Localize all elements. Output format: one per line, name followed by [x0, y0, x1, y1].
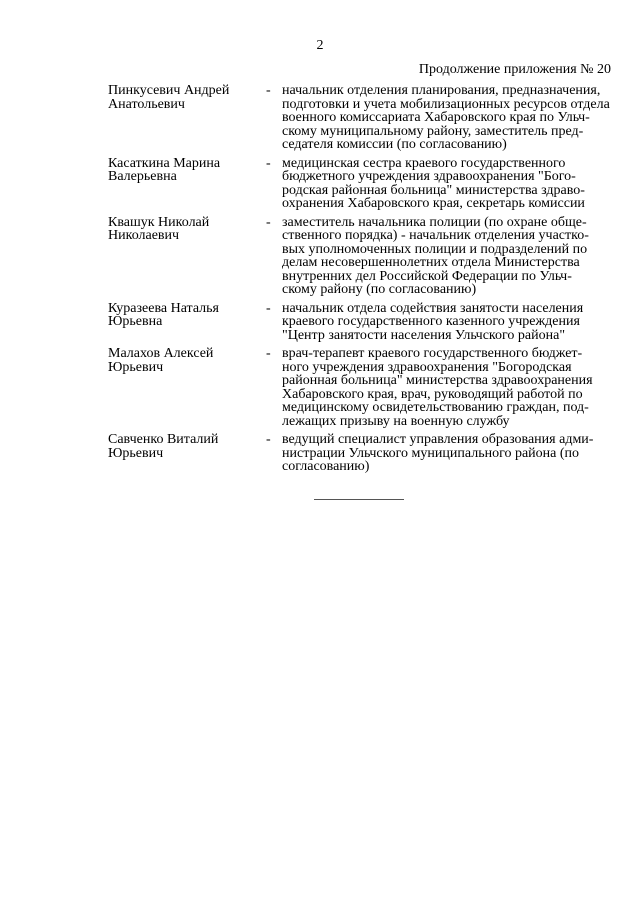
member-role: врач-терапевт краевого государственного бюджет- ного учреждения здравоохранения "Богородская районная больница" министерства здравоохранения Хабаровского края, врач, руководящий работой по медицинскому освидетельствованию граждан, под- лежащих призыву на военную службу — [282, 346, 593, 429]
member-name: Савченко Виталий Юрьевич — [108, 432, 219, 461]
member-dash: - — [266, 83, 271, 98]
member-name: Касаткина Марина Валерьевна — [108, 155, 221, 184]
member-dash: - — [266, 346, 271, 361]
member-entry — [108, 302, 616, 343]
member-dash: - — [266, 214, 271, 230]
member-entry — [108, 84, 616, 152]
member-entry — [108, 433, 616, 474]
member-name: Пинкусевич Андрей Анатольевич — [108, 83, 230, 112]
end-of-list-separator — [314, 499, 404, 500]
member-role: начальник отдела содействия занятости населения краевого государственного казенного учреждения "Центр занятости населения Ульчского района" — [282, 300, 584, 343]
member-role: заместитель начальника полиции (по охране обще- ственного порядка) - начальник отделения участко- вых уполномоченных полиции и подразделений по делам несовершеннолетних отдела Министерства внутренних дел Российской Федерации по Ульч- скому району (по согласованию) — [282, 214, 589, 297]
member-entry — [108, 347, 616, 428]
member-role: начальник отделения планирования, предназначения, подготовки и учета мобилизационных ресурсов отдела военного комиссариата Хабаровского края по Ульч- скому муниципальному району, заместитель пред- седателя комиссии (по согласованию) — [282, 83, 610, 152]
member-role: ведущий специалист управления образования адми- нистрации Ульчского муниципального района (по согласованию) — [282, 432, 594, 474]
member-entry — [108, 157, 616, 211]
member-dash: - — [266, 300, 271, 316]
member-name: Куразеева Наталья Юрьевна — [108, 300, 219, 329]
member-dash: - — [266, 432, 271, 447]
appendix-continuation-note: Продолжение приложения № 20 — [418, 62, 611, 77]
member-entry — [108, 216, 616, 297]
member-dash: - — [266, 155, 271, 171]
page-number: 2 — [316, 38, 324, 53]
commission-member-list — [108, 84, 616, 479]
member-name: Малахов Алексей Юрьевич — [108, 346, 214, 375]
member-role: медицинская сестра краевого государственного бюджетного учреждения здравоохранения "Бого- родская районная больница" министерства здраво- охранения Хабаровского края, секретарь комиссии — [282, 155, 585, 211]
member-name: Квашук Николай Николаевич — [108, 214, 210, 243]
